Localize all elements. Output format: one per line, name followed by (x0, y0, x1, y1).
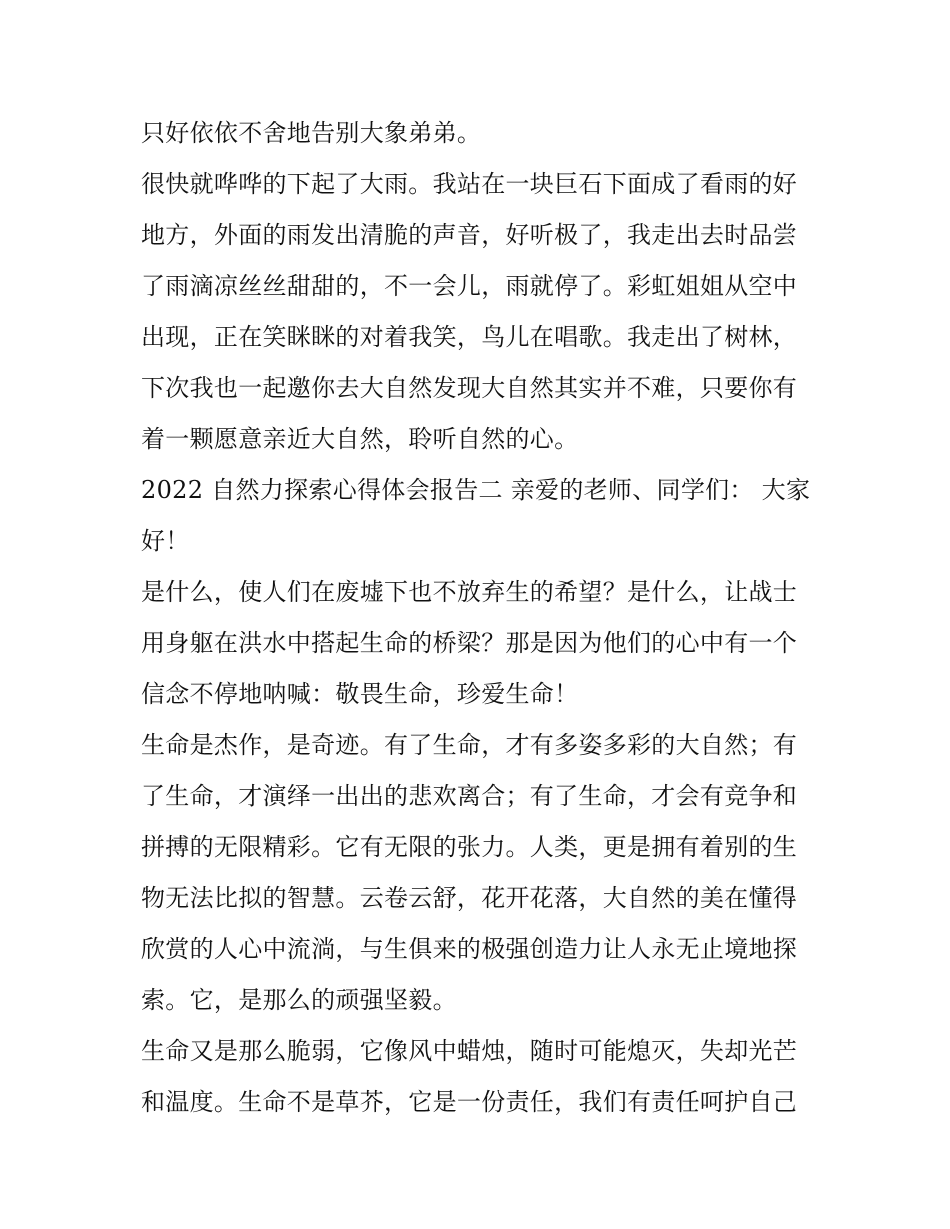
text-line: 地方，外面的雨发出清脆的声音，好听极了，我走出去时品尝 (141, 221, 798, 249)
text-line: 了雨滴凉丝丝甜甜的，不一会儿，雨就停了。彩虹姐姐从空中 (141, 272, 798, 300)
text-line: 很快就哗哗的下起了大雨。我站在一块巨石下面成了看雨的好 (141, 170, 798, 198)
text-line: 欣赏的人心中流淌，与生俱来的极强创造力让人永无止境地探 (141, 935, 798, 963)
section-heading-line: 2022 自然力探索心得体会报告二 亲爱的老师、同学们： 大家 (141, 476, 811, 504)
text-line: 物无法比拟的智慧。云卷云舒，花开花落，大自然的美在懂得 (141, 884, 798, 912)
text-line: 了生命，才演绎一出出的悲欢离合；有了生命，才会有竞争和 (141, 782, 798, 810)
text-line: 着一颗愿意亲近大自然，聆听自然的心。 (141, 425, 579, 453)
text-line: 生命又是那么脆弱，它像风中蜡烛，随时可能熄灭，失却光芒 (141, 1037, 798, 1065)
text-line: 用身躯在洪水中搭起生命的桥梁？那是因为他们的心中有一个 (141, 629, 798, 657)
text-line: 是什么，使人们在废墟下也不放弃生的希望？是什么，让战士 (141, 578, 798, 606)
text-line: 好！ (141, 527, 190, 555)
text-line: 出现，正在笑眯眯的对着我笑，鸟儿在唱歌。我走出了树林， (141, 323, 798, 351)
text-line: 下次我也一起邀你去大自然发现大自然其实并不难，只要你有 (141, 374, 798, 402)
text-line: 索。它，是那么的顽强坚毅。 (141, 986, 457, 1014)
text-line: 和温度。生命不是草芥，它是一份责任，我们有责任呵护自己 (141, 1088, 798, 1116)
text-line: 生命是杰作，是奇迹。有了生命，才有多姿多彩的大自然；有 (141, 731, 798, 759)
text-line: 信念不停地呐喊：敬畏生命，珍爱生命！ (141, 680, 579, 708)
text-line: 只好依依不舍地告别大象弟弟。 (141, 119, 482, 147)
document-body (141, 108, 821, 1128)
text-line: 拼搏的无限精彩。它有无限的张力。人类，更是拥有着别的生 (141, 833, 798, 861)
